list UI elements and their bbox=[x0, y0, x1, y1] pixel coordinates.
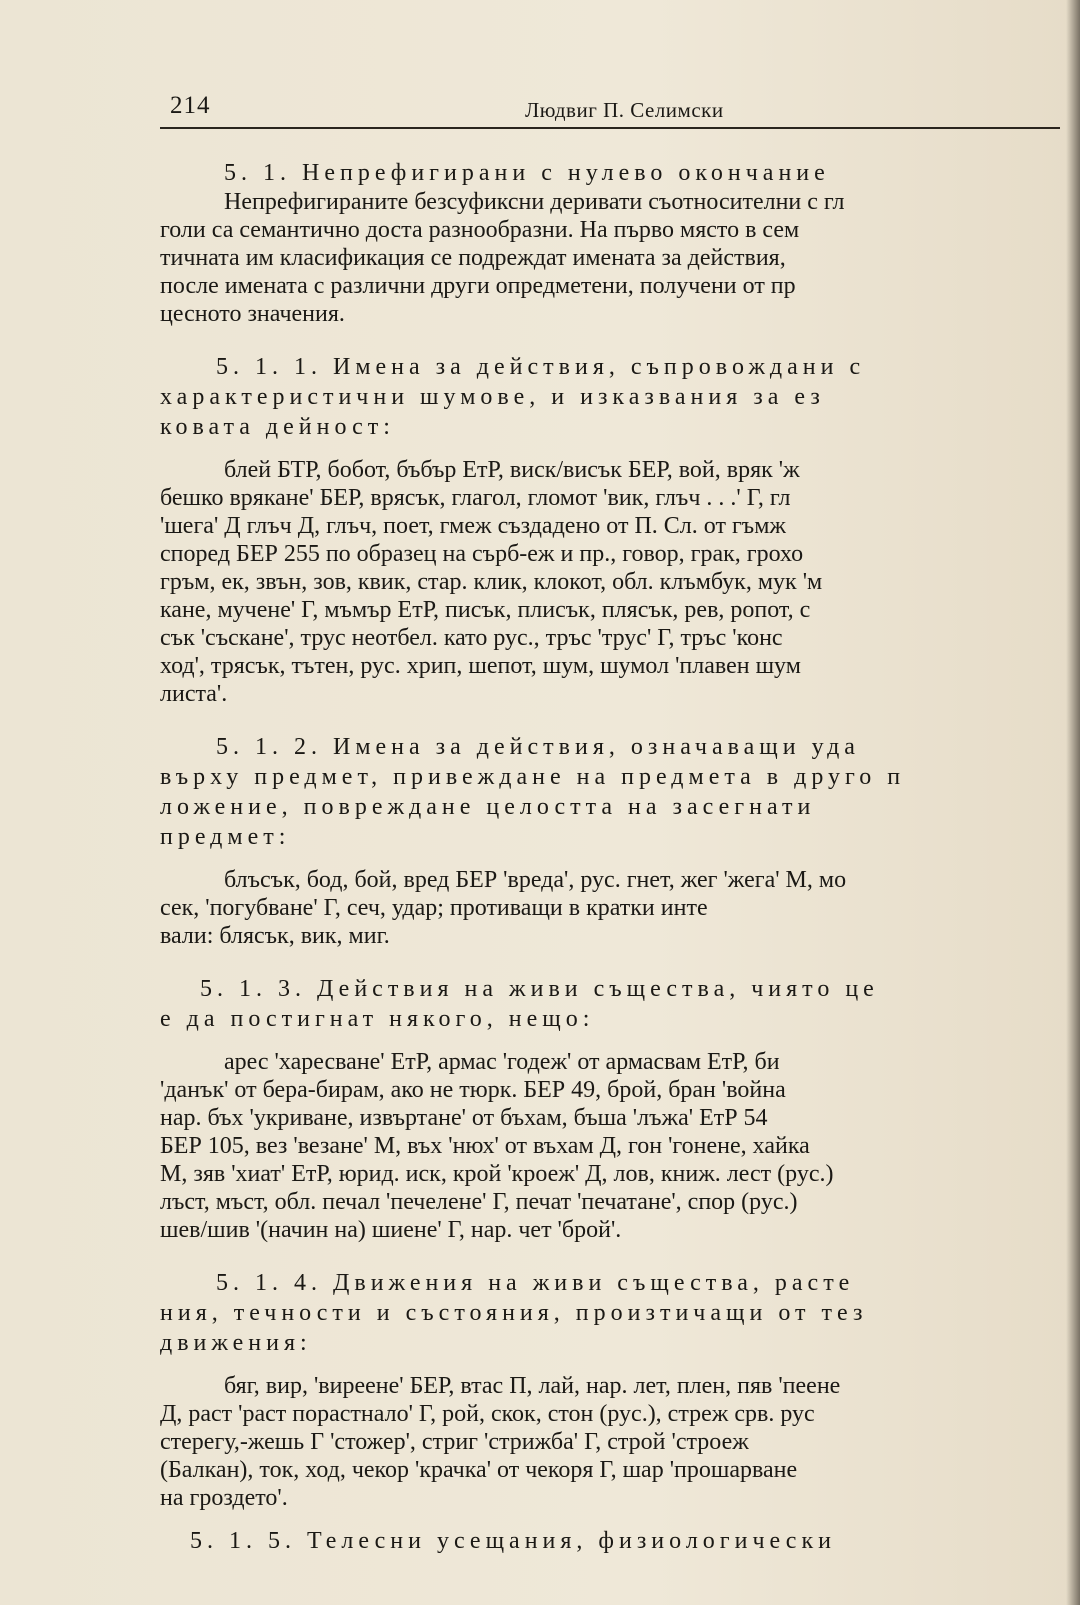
text-line: вали: блясък, вик, миг. bbox=[160, 923, 390, 949]
paragraph bbox=[160, 866, 1055, 950]
text-line: БЕР 105, вез 'везане' М, въх 'нюх' от въхам Д, гон 'гонене, хайка bbox=[160, 1133, 810, 1159]
text-line: бешко вряканe' БЕР, врясък, глагол, гломот 'вик, глъч . . .' Г, гл bbox=[160, 485, 791, 511]
text-line: цесното значения. bbox=[160, 301, 345, 327]
section-heading: 5. 1. 4. Движения на живи същества, расте bbox=[216, 1270, 855, 1296]
text-line: според БЕР 255 по образец на сърб-еж и пр., говор, грак, грохо bbox=[160, 541, 804, 567]
text-line: бяг, вир, 'вирeене' БЕР, втас П, лай, нар. лет, плен, пяв 'пеене bbox=[224, 1373, 841, 1399]
paragraph bbox=[160, 456, 1055, 708]
section-5-1-5 bbox=[160, 1526, 1055, 1556]
section-heading: ковата дейност: bbox=[160, 414, 395, 440]
page-number: 214 bbox=[170, 92, 211, 119]
text-line: блъсък, бод, бой, вред БЕР 'вреда', рус. гнет, жег 'жега' М, мо bbox=[224, 867, 847, 893]
text-line: после имената с различни други опредметени, получени от пр bbox=[160, 273, 796, 299]
page-body bbox=[160, 158, 1055, 1588]
section-heading: предмет: bbox=[160, 824, 291, 850]
paragraph bbox=[160, 1048, 1055, 1244]
text-line: лъст, мъст, обл. печал 'печелене' Г, печат 'печатане', спор (рус.) bbox=[160, 1189, 798, 1215]
page-edge-shadow bbox=[1066, 0, 1080, 1605]
section-heading: върху предмет, привеждане на предмета в друго п bbox=[160, 764, 906, 790]
page-header bbox=[160, 88, 1060, 128]
paragraph bbox=[160, 1372, 1055, 1512]
header-rule bbox=[160, 127, 1060, 129]
text-line: 'данък' от бера-бирам, ако не тюрк. БЕР 49, брой, бран 'война bbox=[160, 1077, 786, 1103]
text-line: сек, 'погубване' Г, сеч, удар; противащи в кратки инте bbox=[160, 895, 708, 921]
text-line: шев/шив '(начин на) шиене' Г, нар. чет 'брой'. bbox=[160, 1217, 622, 1243]
section-heading: е да постигнат някого, нещо: bbox=[160, 1006, 595, 1032]
section-heading: 5. 1. Непрефигирани с нулево окончание bbox=[224, 160, 830, 186]
section-heading: 5. 1. 1. Имена за действия, съпровождани с bbox=[216, 354, 866, 380]
text-line: М, зяв 'хиат' ЕтР, юрид. иск, крой 'кроеж' Д, лов, книж. лест (рус.) bbox=[160, 1161, 834, 1187]
section-heading: 5. 1. 3. Действия на живи същества, чиято це bbox=[200, 976, 879, 1002]
section-heading: движения: bbox=[160, 1330, 312, 1356]
section-heading: 5. 1. 2. Имена за действия, означаващи уда bbox=[216, 734, 860, 760]
text-line: (Балкан), ток, ход, чекор 'крачка' от чекоря Г, шар 'прошарване bbox=[160, 1457, 798, 1483]
section-heading: ния, течности и състояния, произтичащи от тез bbox=[160, 1300, 868, 1326]
section-heading: ложение, повреждане целостта на засегнати bbox=[160, 794, 816, 820]
section-5-1 bbox=[160, 158, 1055, 328]
section-5-1-4 bbox=[160, 1268, 1055, 1512]
text-line: голи са семантично доста разнообразни. На първо място в сем bbox=[160, 217, 800, 243]
text-line: тичната им класификация се подреждат имената за действия, bbox=[160, 245, 786, 271]
text-line: листа'. bbox=[160, 681, 228, 707]
text-line: кане, мучене' Г, мъмър ЕтР, писък, плисък, плясък, рев, ропот, с bbox=[160, 597, 811, 623]
text-line: Д, раст 'раст порастнало' Г, рой, скок, стон (рус.), стреж срв. рус bbox=[160, 1401, 815, 1427]
text-line: стерегу,-жешь Г 'стожер', стриг 'стрижба' Г, строй 'строеж bbox=[160, 1429, 749, 1455]
text-line: сък 'съскане', трус неотбел. като рус., тръс 'трус' Г, тръс 'конс bbox=[160, 625, 783, 651]
text-line: гръм, ек, звън, зов, квик, стар. клик, клокот, обл. клъмбук, мук 'м bbox=[160, 569, 823, 595]
section-5-1-1 bbox=[160, 352, 1055, 708]
text-line: нар. бъх 'укриване, извъртане' от бъхам, бъша 'лъжа' ЕтР 54 bbox=[160, 1105, 768, 1131]
text-line: блей БТР, бобот, бъбър ЕтР, виск/висък БЕР, вой, вряк 'ж bbox=[224, 457, 800, 483]
section-5-1-3 bbox=[160, 974, 1055, 1244]
text-line: Непрефигираните безсуфиксни деривати съотносителни с гл bbox=[224, 189, 845, 215]
section-heading: характеристични шумове, и изказвания за ез bbox=[160, 384, 825, 410]
text-line: арес 'харесване' ЕтР, армас 'годеж' от армасвам ЕтР, би bbox=[224, 1049, 780, 1075]
text-line: ход', трясък, тътен, рус. хрип, шепот, шум, шумол 'плавен шум bbox=[160, 653, 801, 679]
running-head: Людвиг П. Селимски bbox=[525, 98, 724, 122]
paragraph bbox=[160, 188, 1055, 328]
section-heading: 5. 1. 5. Телесни усещания, физиологически bbox=[190, 1528, 836, 1554]
section-5-1-2 bbox=[160, 732, 1055, 950]
text-line: на гроздето'. bbox=[160, 1485, 288, 1511]
text-line: 'шега' Д глъч Д, глъч, поет, гмеж създадено от П. Сл. от гъмж bbox=[160, 513, 786, 539]
